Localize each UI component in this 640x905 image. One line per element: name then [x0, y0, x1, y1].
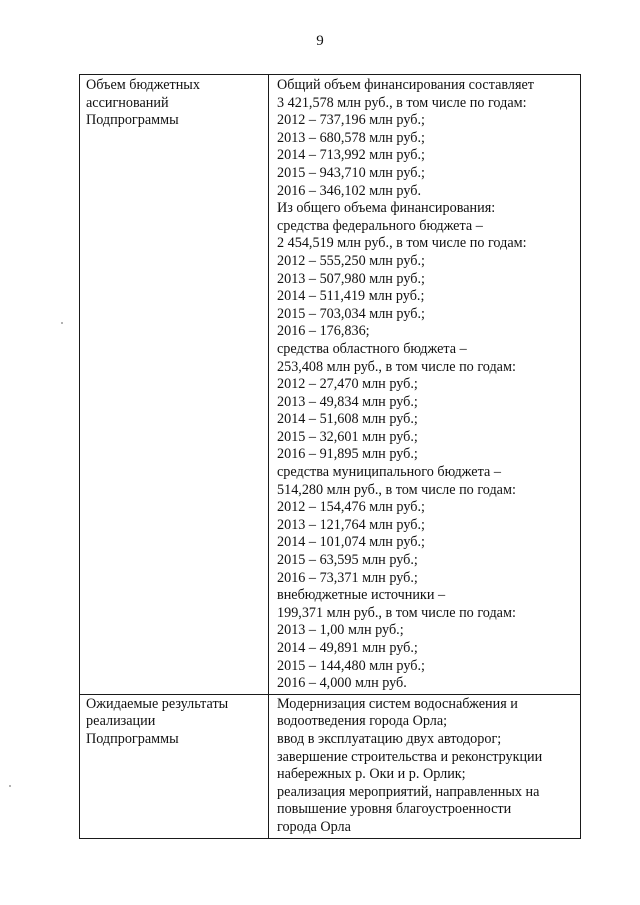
text-line: 2014 – 713,992 млн руб.;	[277, 147, 425, 164]
text-line: 2015 – 943,710 млн руб.;	[277, 164, 425, 181]
text-line: ввод в эксплуатацию двух автодорог;	[277, 730, 502, 747]
text-line: Объем бюджетных	[86, 77, 200, 93]
text-line: 2013 – 680,578 млн руб.;	[277, 129, 425, 146]
text-line: средства муниципального бюджета –	[277, 464, 501, 481]
text-line: ассигнований	[86, 94, 169, 111]
page-number: 9	[316, 33, 324, 49]
text-line: Из общего объема финансирования:	[277, 200, 496, 217]
text-line: 2012 – 555,250 млн руб.;	[277, 252, 425, 269]
row-label	[86, 77, 263, 130]
text-line: водоотведения города Орла;	[277, 713, 448, 730]
text-line: 2014 – 511,419 млн руб.;	[277, 288, 425, 305]
text-line: Подпрограммы	[86, 730, 179, 747]
text-line: внебюджетные источники –	[277, 587, 446, 604]
text-line: реализации	[86, 713, 156, 730]
text-line: 253,408 млн руб., в том числе по годам:	[277, 358, 516, 375]
row-label-cell	[80, 694, 269, 838]
row-label-cell	[80, 75, 269, 695]
text-line: 2013 – 121,764 млн руб.;	[277, 516, 425, 533]
text-line: 2016 – 176,836;	[277, 323, 370, 340]
text-line: средства федерального бюджета –	[277, 217, 483, 234]
text-line: реализация мероприятий, направленных на	[277, 783, 540, 800]
text-line: 2016 – 4,000 млн руб.	[277, 675, 407, 692]
text-line: 199,371 млн руб., в том числе по годам:	[277, 604, 516, 621]
row-value-cell	[269, 694, 581, 838]
text-line: 2013 – 1,00 млн руб.;	[277, 622, 404, 639]
text-line: 2015 – 703,034 млн руб.;	[277, 305, 425, 322]
text-line: Общий объем финансирования составляет	[277, 77, 534, 93]
text-line: завершение строительства и реконструкции	[277, 748, 543, 765]
text-line: 3 421,578 млн руб., в том числе по годам:	[277, 94, 527, 111]
text-line: повышение уровня благоустроенности	[277, 801, 512, 818]
text-line: 2015 – 144,480 млн руб.;	[277, 657, 425, 674]
text-line: 2012 – 154,476 млн руб.;	[277, 499, 425, 516]
text-line: 2012 – 737,196 млн руб.;	[277, 112, 425, 129]
scan-speck	[61, 322, 63, 324]
text-line: 2015 – 32,601 млн руб.;	[277, 428, 418, 445]
text-line: 2013 – 49,834 млн руб.;	[277, 393, 418, 410]
text-line: 514,280 млн руб., в том числе по годам:	[277, 481, 516, 498]
text-line: 2016 – 91,895 млн руб.;	[277, 446, 418, 463]
text-line: 2013 – 507,980 млн руб.;	[277, 270, 425, 287]
text-line: 2014 – 101,074 млн руб.;	[277, 534, 425, 551]
text-line: 2012 – 27,470 млн руб.;	[277, 376, 418, 393]
scan-speck	[9, 785, 11, 787]
text-line: Подпрограммы	[86, 112, 179, 129]
row-value-cell	[269, 75, 581, 695]
expected-results-row	[80, 694, 581, 838]
text-line: Модернизация систем водоснабжения и	[277, 695, 518, 712]
text-line: 2014 – 49,891 млн руб.;	[277, 640, 418, 656]
text-line: Ожидаемые результаты	[86, 695, 229, 712]
subprogram-passport-table	[79, 74, 581, 839]
row-label	[86, 696, 263, 749]
text-line: 2016 – 73,371 млн руб.;	[277, 569, 418, 586]
text-line: средства областного бюджета –	[277, 340, 467, 357]
budget-allocations-row	[80, 75, 581, 695]
text-line: 2 454,519 млн руб., в том числе по годам:	[277, 235, 527, 252]
row-value	[277, 696, 575, 837]
text-line: набережных р. Оки и р. Орлик;	[277, 766, 466, 783]
row-value	[277, 77, 575, 693]
text-line: 2016 – 346,102 млн руб.	[277, 182, 421, 199]
text-line: 2015 – 63,595 млн руб.;	[277, 552, 418, 569]
text-line: города Орла	[277, 818, 351, 835]
text-line: 2014 – 51,608 млн руб.;	[277, 411, 418, 428]
